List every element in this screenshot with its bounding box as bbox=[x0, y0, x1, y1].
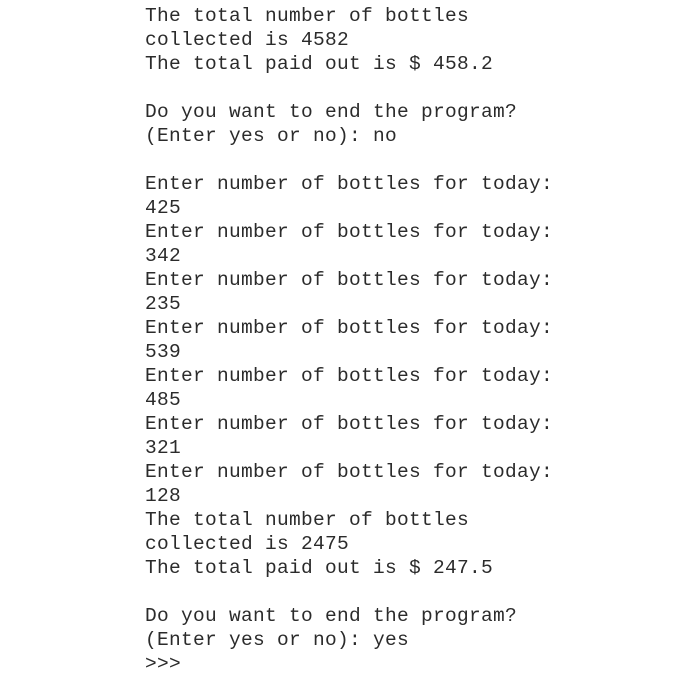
console-line: Enter number of bottles for today: bbox=[145, 269, 554, 291]
console-prompt[interactable]: >>> bbox=[145, 653, 182, 675]
console-line: 539 bbox=[145, 341, 182, 363]
console-line bbox=[145, 580, 685, 604]
console-line: The total paid out is $ 247.5 bbox=[145, 557, 494, 579]
console-line: 425 bbox=[145, 197, 182, 219]
console-line: collected is 2475 bbox=[145, 533, 350, 555]
console-line: Do you want to end the program? bbox=[145, 605, 518, 627]
console-line bbox=[145, 76, 685, 100]
console-line: Enter number of bottles for today: bbox=[145, 173, 554, 195]
console-line: Enter number of bottles for today: bbox=[145, 461, 554, 483]
console-line: Enter number of bottles for today: bbox=[145, 221, 554, 243]
console-line: The total number of bottles bbox=[145, 5, 470, 27]
console-line: 235 bbox=[145, 293, 182, 315]
console-line: The total number of bottles bbox=[145, 509, 470, 531]
console-line: collected is 4582 bbox=[145, 29, 350, 51]
console-line: (Enter yes or no): yes bbox=[145, 629, 410, 651]
console-line: 321 bbox=[145, 437, 182, 459]
console-line: Enter number of bottles for today: bbox=[145, 365, 554, 387]
console-line: The total paid out is $ 458.2 bbox=[145, 53, 494, 75]
console-output bbox=[145, 4, 685, 676]
console-line: Enter number of bottles for today: bbox=[145, 317, 554, 339]
console-line: 342 bbox=[145, 245, 182, 267]
console-line: 485 bbox=[145, 389, 182, 411]
console-line: 128 bbox=[145, 485, 182, 507]
console-line: Enter number of bottles for today: bbox=[145, 413, 554, 435]
console-line bbox=[145, 148, 685, 172]
console-line: Do you want to end the program? bbox=[145, 101, 518, 123]
console-line: (Enter yes or no): no bbox=[145, 125, 398, 147]
